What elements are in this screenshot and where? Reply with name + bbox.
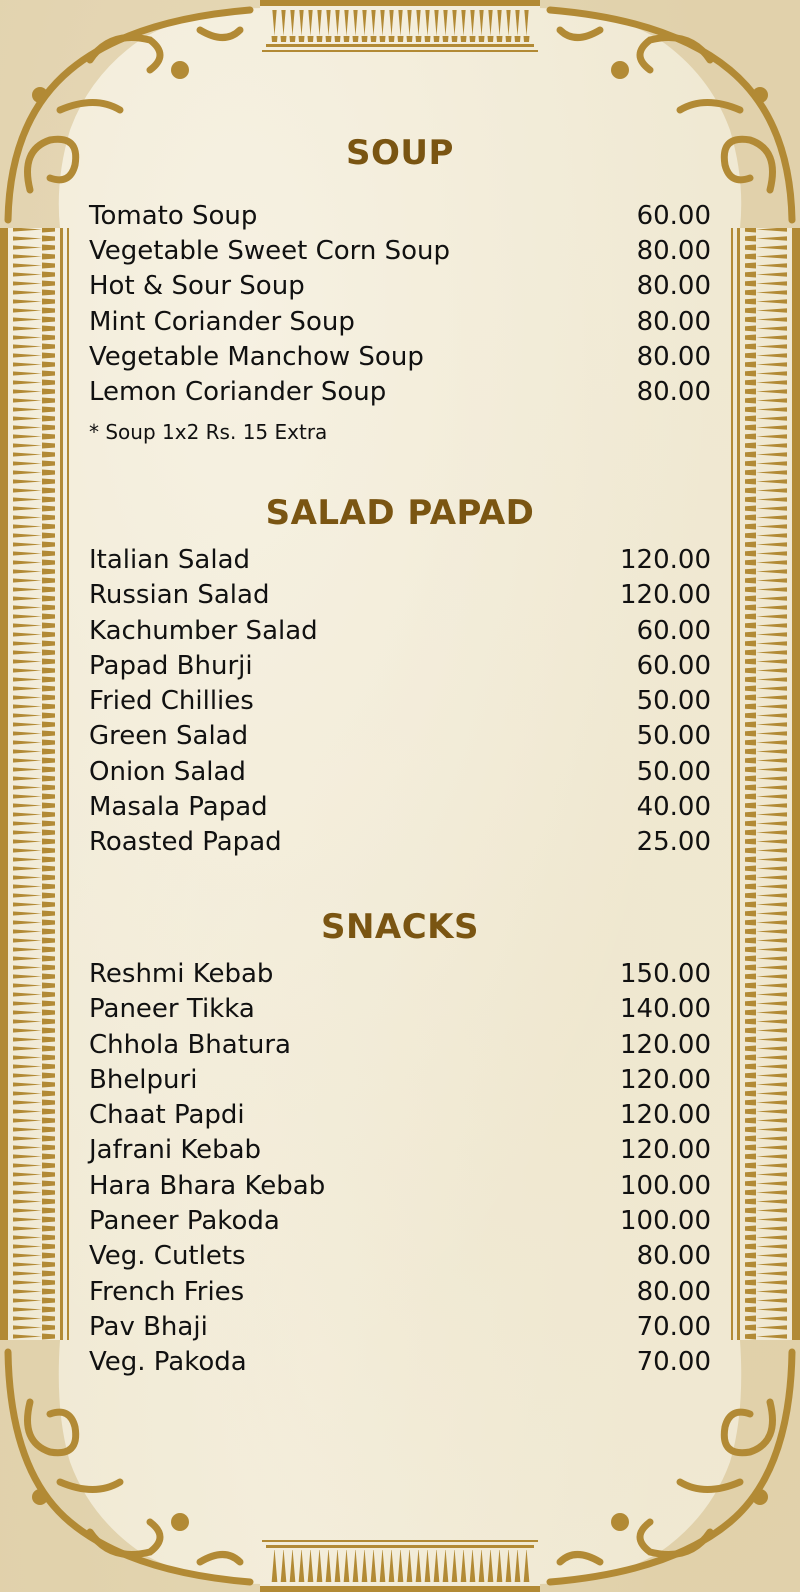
item-name: Jafrani Kebab [89, 1135, 262, 1165]
item-name: Pav Bhaji [89, 1312, 208, 1342]
menu-item [89, 339, 711, 375]
item-price: 80.00 [636, 1241, 711, 1271]
item-price: 80.00 [636, 1277, 711, 1307]
bottom-border [260, 1540, 540, 1592]
menu-item [89, 613, 711, 649]
item-name: Veg. Cutlets [89, 1241, 246, 1271]
item-name: Paneer Pakoda [89, 1206, 280, 1236]
menu-item [89, 1238, 711, 1274]
menu-item [89, 754, 711, 790]
menu-item [89, 1203, 711, 1239]
item-name: Hara Bhara Kebab [89, 1171, 326, 1201]
menu-item [89, 991, 711, 1027]
item-name: Fried Chillies [89, 686, 254, 716]
menu-item [89, 956, 711, 992]
menu-item [89, 304, 711, 340]
item-name: Veg. Pakoda [89, 1347, 247, 1377]
left-border [0, 228, 69, 1340]
item-price: 120.00 [620, 1030, 711, 1060]
soup-note: * Soup 1x2 Rs. 15 Extra [89, 420, 328, 444]
item-name: Green Salad [89, 721, 249, 751]
section-title-soup: SOUP [346, 133, 454, 173]
section-title-snacks: SNACKS [320, 907, 480, 947]
right-border [731, 228, 800, 1340]
item-price: 150.00 [620, 959, 711, 989]
menu-item [89, 1309, 711, 1345]
item-price: 50.00 [636, 721, 711, 751]
item-price: 80.00 [636, 377, 711, 407]
item-price: 100.00 [620, 1206, 711, 1236]
item-price: 70.00 [636, 1347, 711, 1377]
item-name: Hot & Sour Soup [89, 271, 305, 301]
menu-item [89, 1097, 711, 1133]
item-name: Reshmi Kebab [89, 959, 274, 989]
item-price: 80.00 [636, 342, 711, 372]
menu-item [89, 1168, 711, 1204]
item-name: French Fries [89, 1277, 245, 1307]
item-price: 50.00 [636, 686, 711, 716]
menu-item [89, 718, 711, 754]
item-price: 120.00 [620, 545, 711, 575]
item-name: Mint Coriander Soup [89, 307, 355, 337]
item-name: Chhola Bhatura [89, 1030, 291, 1060]
menu-item [89, 1062, 711, 1098]
item-name: Chaat Papdi [89, 1100, 245, 1130]
menu-item [89, 198, 711, 234]
item-price: 120.00 [620, 580, 711, 610]
menu-item [89, 1132, 711, 1168]
menu-item [89, 683, 711, 719]
item-price: 70.00 [636, 1312, 711, 1342]
item-price: 120.00 [620, 1065, 711, 1095]
item-price: 60.00 [636, 651, 711, 681]
item-name: Onion Salad [89, 757, 246, 787]
item-name: Tomato Soup [89, 201, 258, 231]
item-price: 50.00 [636, 757, 711, 787]
item-price: 40.00 [636, 792, 711, 822]
item-name: Papad Bhurji [89, 651, 253, 681]
top-border [260, 0, 540, 52]
menu-item [89, 1027, 711, 1063]
corner-ornament-top-left [0, 0, 260, 228]
menu-item [89, 542, 711, 578]
menu-item [89, 1344, 711, 1380]
item-name: Roasted Papad [89, 827, 282, 857]
item-price: 100.00 [620, 1171, 711, 1201]
menu-item [89, 577, 711, 613]
menu-item [89, 233, 711, 269]
item-price: 80.00 [636, 236, 711, 266]
item-price: 60.00 [636, 616, 711, 646]
item-price: 80.00 [636, 307, 711, 337]
item-price: 25.00 [636, 827, 711, 857]
item-name: Masala Papad [89, 792, 268, 822]
item-price: 60.00 [636, 201, 711, 231]
menu-item [89, 824, 711, 860]
menu-item [89, 648, 711, 684]
menu-item [89, 789, 711, 825]
item-price: 140.00 [620, 994, 711, 1024]
item-name: Vegetable Sweet Corn Soup [89, 236, 451, 266]
menu-item [89, 268, 711, 304]
item-name: Vegetable Manchow Soup [89, 342, 424, 372]
menu-item [89, 374, 711, 410]
item-name: Russian Salad [89, 580, 270, 610]
corner-ornament-top-right [540, 0, 800, 228]
item-name: Kachumber Salad [89, 616, 318, 646]
item-name: Paneer Tikka [89, 994, 255, 1024]
item-price: 120.00 [620, 1100, 711, 1130]
item-name: Italian Salad [89, 545, 251, 575]
menu-item [89, 1274, 711, 1310]
item-name: Lemon Coriander Soup [89, 377, 387, 407]
item-name: Bhelpuri [89, 1065, 198, 1095]
item-price: 80.00 [636, 271, 711, 301]
section-title-salad-papad: SALAD PAPAD [265, 493, 535, 533]
item-price: 120.00 [620, 1135, 711, 1165]
